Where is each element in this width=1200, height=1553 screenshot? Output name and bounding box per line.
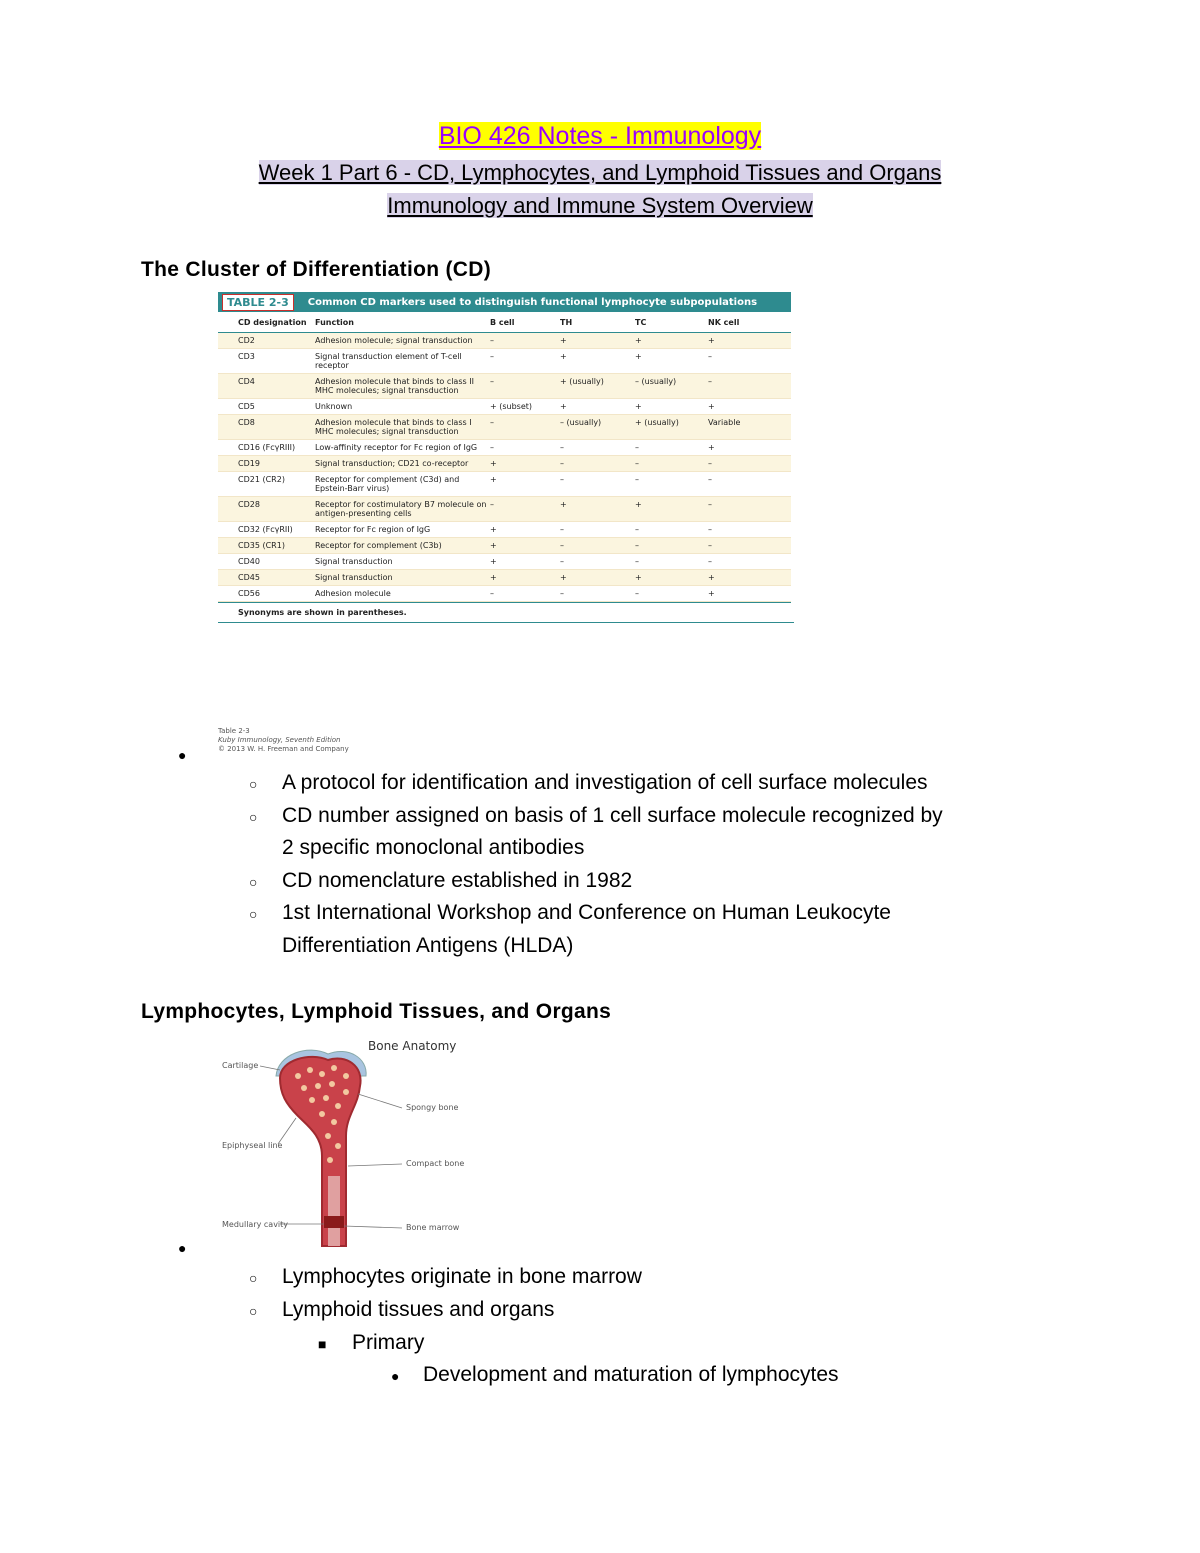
- table-row: [218, 440, 791, 456]
- list-item: Primary: [352, 1331, 425, 1354]
- label-compact-bone: Compact bone: [406, 1159, 465, 1168]
- table-cell: +: [708, 402, 715, 411]
- table-cell: +: [635, 500, 642, 509]
- table-cell: – (usually): [560, 418, 602, 427]
- bone-anatomy-figure: [218, 1036, 478, 1254]
- table-cell: Adhesion molecule: [315, 589, 391, 598]
- col-header: Function: [315, 317, 354, 327]
- label-medullary-cavity: Medullary cavity: [222, 1220, 289, 1229]
- list-item: Lymphoid tissues and organs: [282, 1298, 555, 1321]
- table-cell: –: [708, 557, 712, 566]
- table-row: [218, 374, 791, 399]
- table-cell: CD19: [238, 459, 260, 468]
- label-epiphyseal-line: Epiphyseal line: [222, 1141, 283, 1150]
- table-cell: –: [560, 459, 564, 468]
- table-cell: –: [635, 525, 639, 534]
- table-cell: –: [490, 352, 494, 361]
- table-cell: CD28: [238, 500, 260, 509]
- bullet-dot-icon: ●: [178, 747, 187, 763]
- table-cell: CD5: [238, 402, 255, 411]
- table-header-bar: [218, 292, 791, 312]
- section-heading-lymphocytes: Lymphocytes, Lymphoid Tissues, and Organs: [141, 1000, 612, 1023]
- cd-marker-table: [218, 292, 791, 623]
- table-cell: +: [635, 402, 642, 411]
- table-cell: +: [708, 336, 715, 345]
- table-tag: TABLE 2-3: [222, 294, 294, 311]
- table-cell: –: [560, 557, 564, 566]
- table-cell: +: [490, 459, 497, 468]
- table-cell: CD3: [238, 352, 255, 361]
- list-item: 1st International Workshop and Conference on Human Leukocyte: [282, 901, 891, 924]
- table-cell: Unknown: [315, 402, 353, 411]
- table-cell: –: [560, 443, 564, 452]
- table-column-headers: [218, 312, 791, 333]
- table-cell: Adhesion molecule that binds to class I MHC molecules; signal transduction: [315, 418, 472, 436]
- table-cell: + (usually): [560, 377, 604, 386]
- list-item-continued: 2 specific monoclonal antibodies: [282, 836, 585, 859]
- hollow-bullet-icon: ○: [249, 809, 258, 825]
- bone-illustration: [218, 1036, 478, 1254]
- table-row: [218, 415, 791, 440]
- table-cell: CD32 (FcγRII): [238, 525, 293, 534]
- table-cell: –: [490, 418, 494, 427]
- table-cell: –: [708, 475, 712, 484]
- table-cell: CD45: [238, 573, 260, 582]
- col-header: CD designation: [238, 317, 307, 327]
- table-cell: –: [708, 500, 712, 509]
- table-row: [218, 472, 791, 497]
- table-cell: CD56: [238, 589, 260, 598]
- col-header: TC: [635, 317, 647, 327]
- table-row: [218, 333, 791, 349]
- table-cell: –: [490, 443, 494, 452]
- table-footnote: Synonyms are shown in parentheses.: [218, 602, 791, 622]
- col-header: NK cell: [708, 317, 740, 327]
- doc-title: BIO 426 Notes - Immunology: [438, 122, 762, 150]
- table-cell: Receptor for complement (C3b): [315, 541, 442, 550]
- figure-title: Bone Anatomy: [368, 1039, 457, 1053]
- table-cell: +: [490, 525, 497, 534]
- table-cell: –: [635, 557, 639, 566]
- table-cell: CD40: [238, 557, 260, 566]
- table-cell: +: [490, 475, 497, 484]
- list-item: A protocol for identification and investigation of cell surface molecules: [282, 771, 928, 794]
- label-spongy-bone: Spongy bone: [406, 1103, 459, 1112]
- table-cell: CD4: [238, 377, 255, 386]
- table-row: [218, 522, 791, 538]
- table-cell: +: [560, 336, 567, 345]
- table-cell: Signal transduction: [315, 557, 393, 566]
- table-cell: Adhesion molecule that binds to class II MHC molecules; signal transduction: [315, 377, 474, 395]
- table-cell: –: [635, 459, 639, 468]
- table-caption: [218, 727, 349, 754]
- table-row: [218, 497, 791, 522]
- caption-line: © 2013 W. H. Freeman and Company: [218, 745, 349, 753]
- table-cell: Low-affinity receptor for Fc region of IgG: [315, 443, 478, 452]
- doc-subtitle: Week 1 Part 6 - CD, Lymphocytes, and Lymphoid Tissues and Organs: [258, 160, 942, 185]
- table-cell: +: [635, 573, 642, 582]
- bullet-dot-icon: ●: [178, 1240, 187, 1256]
- table-row: [218, 538, 791, 554]
- table-cell: CD21 (CR2): [238, 475, 285, 484]
- list-item-continued: Differentiation Antigens (HLDA): [282, 934, 574, 957]
- table-cell: –: [635, 589, 639, 598]
- table-row: [218, 554, 791, 570]
- square-bullet-icon: ■: [318, 1336, 327, 1352]
- table-row: [218, 570, 791, 586]
- col-header: TH: [560, 317, 573, 327]
- table-cell: –: [635, 443, 639, 452]
- table-cell: –: [490, 500, 494, 509]
- table-row: [218, 456, 791, 472]
- caption-line: Table 2-3: [218, 727, 250, 735]
- table-cell: Receptor for Fc region of IgG: [315, 525, 431, 534]
- table-cell: +: [708, 443, 715, 452]
- table-cell: +: [560, 500, 567, 509]
- table-cell: Receptor for complement (C3d) and Epstein-Barr virus): [315, 475, 460, 493]
- table-cell: +: [560, 402, 567, 411]
- table-cell: CD16 (FcγRIII): [238, 443, 296, 452]
- table-cell: –: [708, 377, 712, 386]
- table-cell: Signal transduction element of T-cell receptor: [315, 352, 462, 370]
- table-cell: –: [490, 377, 494, 386]
- table-cell: +: [635, 352, 642, 361]
- hollow-bullet-icon: ○: [249, 874, 258, 890]
- table-row: [218, 399, 791, 415]
- table-row: [218, 586, 791, 602]
- table-cell: CD2: [238, 336, 255, 345]
- table-cell: –: [560, 525, 564, 534]
- table-cell: +: [490, 557, 497, 566]
- table-cell: –: [560, 475, 564, 484]
- table-cell: +: [490, 541, 497, 550]
- col-header: B cell: [490, 317, 515, 327]
- table-cell: –: [490, 589, 494, 598]
- table-cell: –: [708, 541, 712, 550]
- doc-subtitle-2: Immunology and Immune System Overview: [387, 193, 813, 218]
- table-row: [218, 349, 791, 374]
- list-item: CD number assigned on basis of 1 cell surface molecule recognized by: [282, 804, 943, 827]
- table-cell: +: [560, 352, 567, 361]
- table-cell: +: [560, 573, 567, 582]
- hollow-bullet-icon: ○: [249, 906, 258, 922]
- table-cell: –: [635, 475, 639, 484]
- table-cell: –: [560, 589, 564, 598]
- list-item: Development and maturation of lymphocytes: [423, 1363, 839, 1386]
- table-cell: +: [635, 336, 642, 345]
- list-item: Lymphocytes originate in bone marrow: [282, 1265, 642, 1288]
- table-cell: + (usually): [635, 418, 679, 427]
- label-bone-marrow: Bone marrow: [406, 1223, 460, 1232]
- table-cell: CD8: [238, 418, 255, 427]
- label-cartilage: Cartilage: [222, 1061, 259, 1070]
- caption-line: Kuby Immunology, Seventh Edition: [218, 736, 341, 744]
- table-cell: –: [708, 459, 712, 468]
- table-cell: + (subset): [490, 402, 533, 411]
- table-cell: –: [708, 352, 712, 361]
- table-bottom-rule: [218, 622, 794, 623]
- hollow-bullet-icon: ○: [249, 776, 258, 792]
- table-cell: +: [490, 573, 497, 582]
- table-cell: Variable: [708, 418, 741, 427]
- table-cell: Receptor for costimulatory B7 molecule on antigen-presenting cells: [315, 500, 487, 518]
- table-body: [218, 333, 791, 602]
- hollow-bullet-icon: ○: [249, 1303, 258, 1319]
- table-cell: Signal transduction: [315, 573, 393, 582]
- table-cell: Signal transduction; CD21 co-receptor: [315, 459, 469, 468]
- table-cell: Adhesion molecule; signal transduction: [315, 336, 473, 345]
- table-cell: –: [490, 336, 494, 345]
- table-cell: CD35 (CR1): [238, 541, 285, 550]
- table-cell: –: [635, 541, 639, 550]
- list-item: CD nomenclature established in 1982: [282, 869, 633, 892]
- hollow-bullet-icon: ○: [249, 1270, 258, 1286]
- table-cell: – (usually): [635, 377, 677, 386]
- table-cell: +: [708, 573, 715, 582]
- table-cell: +: [708, 589, 715, 598]
- table-title: Common CD markers used to distinguish functional lymphocyte subpopulations: [307, 296, 758, 308]
- table-cell: –: [708, 525, 712, 534]
- bullet-dot-icon: ●: [391, 1368, 400, 1384]
- section-heading-cd: The Cluster of Differentiation (CD): [141, 258, 491, 281]
- table-cell: –: [560, 541, 564, 550]
